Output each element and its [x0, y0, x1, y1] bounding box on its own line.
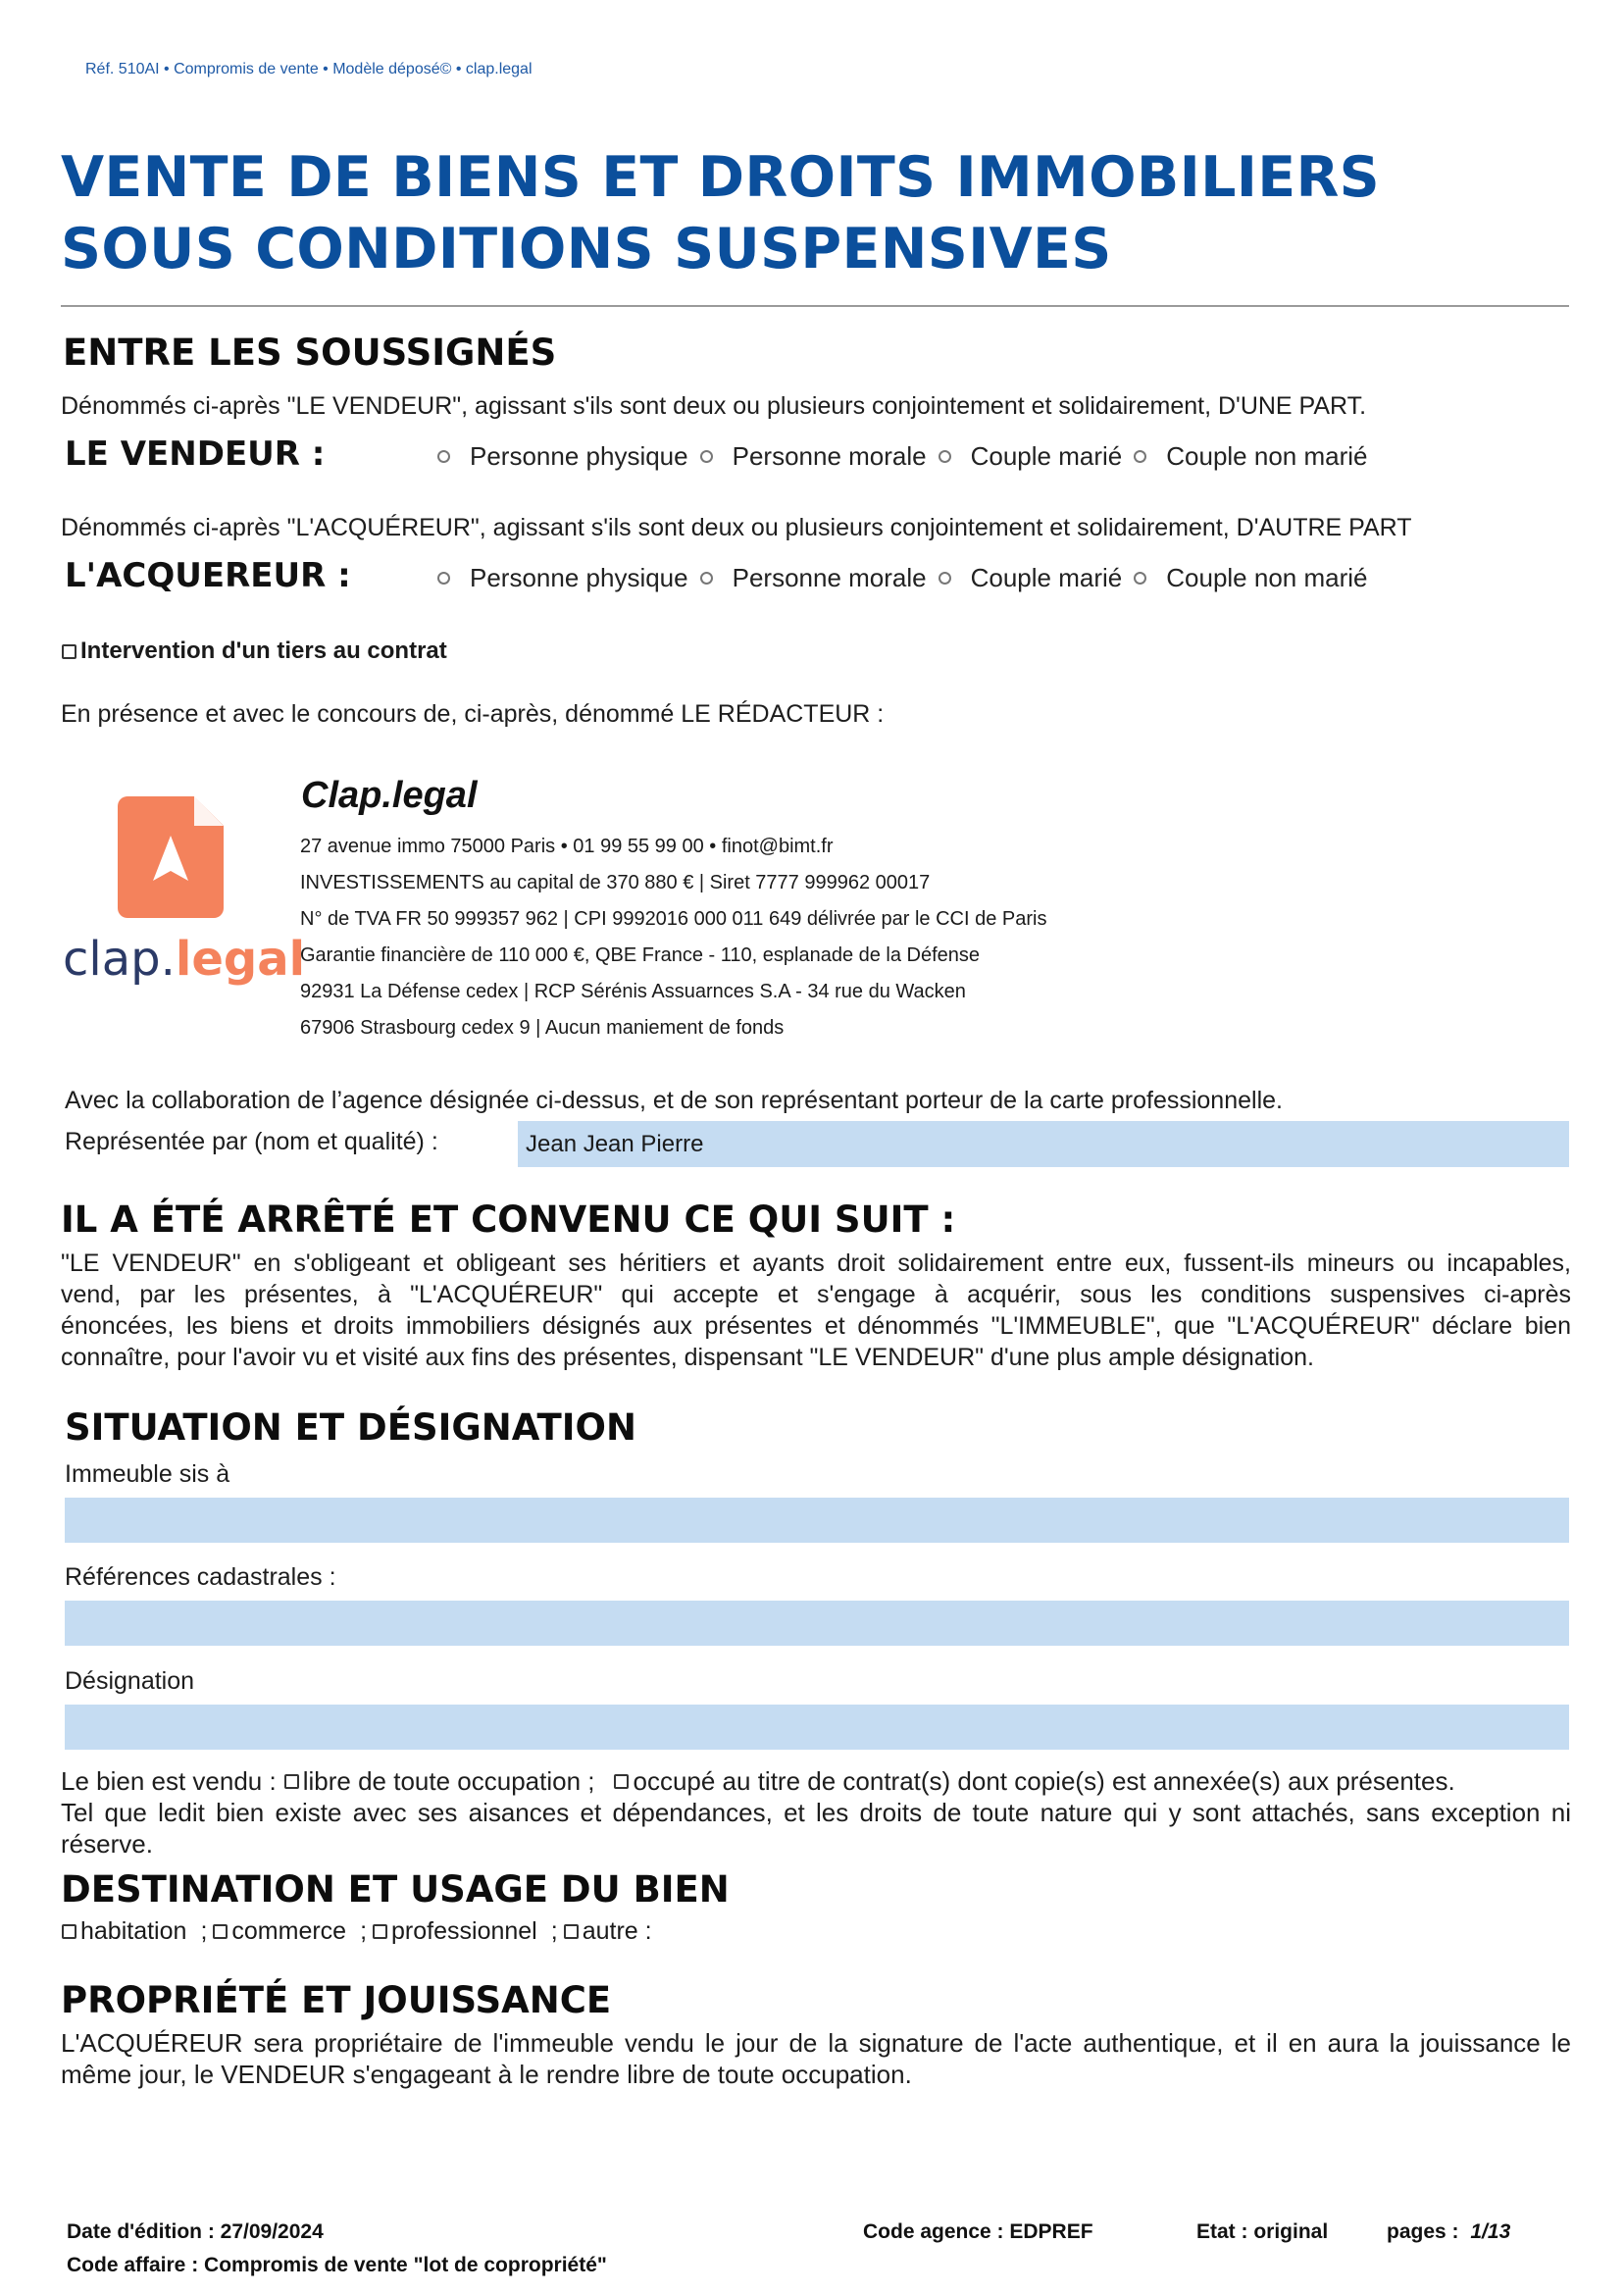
logo-fold-icon	[194, 796, 224, 826]
separator: ;	[550, 1917, 558, 1945]
option-label: Personne morale	[732, 563, 927, 592]
convenu-line: "LE VENDEUR" en s'obligeant et obligeant ses héritiers et ayants droit solidairement entre eux, fussent-ils mineurs ou incapables,	[61, 1249, 1571, 1277]
option-label: Personne physique	[470, 441, 688, 471]
radio-icon[interactable]	[1134, 572, 1146, 585]
title-line-2: SOUS CONDITIONS SUSPENSIVES	[61, 217, 1112, 281]
agency-name: Clap.legal	[301, 775, 478, 816]
checkbox-icon[interactable]	[614, 1774, 629, 1789]
immeuble-field[interactable]	[65, 1498, 1569, 1543]
checkbox-icon[interactable]	[564, 1924, 579, 1939]
vendeur-label: LE VENDEUR :	[65, 434, 326, 474]
represented-label: Représentée par (nom et qualité) :	[65, 1128, 438, 1155]
heading-soussignes: ENTRE LES SOUSSIGNÉS	[63, 331, 557, 374]
represented-value: Jean Jean Pierre	[526, 1130, 704, 1157]
agency-line: 27 avenue immo 75000 Paris • 01 99 55 99 00 • finot@bimt.fr	[300, 836, 834, 857]
checkbox-icon[interactable]	[213, 1924, 228, 1939]
vendu-prefix: Le bien est vendu :	[61, 1766, 277, 1796]
designation-field[interactable]	[65, 1705, 1569, 1750]
footer-edition-date: Date d'édition : 27/09/2024	[67, 2220, 324, 2243]
acquereur-option-personne-morale[interactable]	[700, 563, 927, 593]
separator: ;	[200, 1917, 208, 1945]
title-line-1: VENTE DE BIENS ET DROITS IMMOBILIERS	[61, 145, 1380, 210]
checkbox-icon[interactable]	[62, 1924, 76, 1939]
tel-que-line: réserve.	[61, 1829, 153, 1859]
radio-icon[interactable]	[1134, 450, 1146, 463]
radio-icon[interactable]	[437, 450, 450, 463]
destination-professionnel: professionnel	[391, 1917, 537, 1945]
vendeur-option-couple-non-marie[interactable]	[1134, 441, 1367, 472]
collaboration-text: Avec la collaboration de l’agence désignée ci-dessus, et de son représentant porteur de la carte professionnelle.	[65, 1087, 1283, 1114]
vendeur-intro: Dénommés ci-après "LE VENDEUR", agissant s'ils sont deux ou plusieurs conjointement et solidairement, D'UNE PART.	[61, 392, 1367, 420]
title-divider	[61, 305, 1569, 307]
vendeur-option-personne-morale[interactable]	[700, 441, 927, 472]
convenu-line: vend, par les présentes, à "L'ACQUÉREUR" qui accepte et s'engage à acquérir, sous les conditions suspensives ci-après	[61, 1281, 1571, 1308]
radio-icon[interactable]	[700, 572, 713, 585]
checkbox-icon[interactable]	[62, 644, 76, 659]
option-label: Couple non marié	[1166, 563, 1368, 592]
option-label: Couple marié	[970, 441, 1123, 471]
convenu-line: énoncées, les biens et droits immobiliers désignés aux présentes et dénommés "L'IMMEUBLE", que "L'ACQUÉREUR" déclare bien	[61, 1312, 1571, 1340]
footer-code-affaire: Code affaire : Compromis de vente "lot de copropriété"	[67, 2254, 607, 2276]
tiers-checkbox-row[interactable]	[62, 637, 447, 665]
acquereur-label: L'ACQUEREUR :	[65, 556, 351, 595]
vendu-row	[61, 1765, 1455, 1797]
acquereur-option-personne-physique[interactable]	[437, 563, 688, 593]
checkbox-icon[interactable]	[284, 1774, 299, 1789]
radio-icon[interactable]	[939, 450, 951, 463]
checkbox-icon[interactable]	[373, 1924, 387, 1939]
acquereur-option-couple-non-marie[interactable]	[1134, 563, 1367, 593]
footer-code-agence: Code agence : EDPREF	[863, 2220, 1093, 2243]
presence-text: En présence et avec le concours de, ci-après, dénommé LE RÉDACTEUR :	[61, 700, 885, 728]
acquereur-type-options	[437, 563, 1379, 593]
vendeur-option-personne-physique[interactable]	[437, 441, 688, 472]
acquereur-intro: Dénommés ci-après "L'ACQUÉREUR", agissant s'ils sont deux ou plusieurs conjointement et solidairement, D'AUTRE PART	[61, 514, 1412, 541]
represented-field[interactable]	[518, 1121, 1569, 1167]
destination-commerce: commerce	[231, 1917, 347, 1945]
logo-text-left: clap.	[63, 932, 176, 987]
heading-destination: DESTINATION ET USAGE DU BIEN	[61, 1868, 730, 1911]
vendu-option-libre: libre de toute occupation ;	[302, 1766, 595, 1796]
propriete-paragraph	[61, 2027, 1571, 2090]
option-label: Couple non marié	[1166, 441, 1368, 471]
tel-que-line: Tel que ledit bien existe avec ses aisances et dépendances, et les droits de toute nature qui y sont attachés, sans exception ni	[61, 1798, 1571, 1827]
agency-details	[300, 836, 1046, 1053]
cadastre-label: Références cadastrales :	[65, 1563, 336, 1591]
radio-icon[interactable]	[437, 572, 450, 585]
footer-etat: Etat : original	[1196, 2220, 1329, 2243]
option-label: Couple marié	[970, 563, 1123, 592]
propriete-line: même jour, le VENDEUR s'engageant à le rendre libre de toute occupation.	[61, 2060, 912, 2089]
vendeur-type-options	[437, 441, 1379, 472]
propriete-line: L'ACQUÉREUR sera propriétaire de l'immeuble vendu le jour de la signature de l'acte authentique, et il en aura la jouissance le	[61, 2028, 1571, 2058]
radio-icon[interactable]	[700, 450, 713, 463]
convenu-line: connaître, pour l'avoir vu et visité aux fins des présentes, dispensant "LE VENDEUR" d'une plus ample désignation.	[61, 1344, 1314, 1371]
document-title	[61, 142, 1380, 285]
agency-line: INVESTISSEMENTS au capital de 370 880 € | Siret 7777 999962 00017	[300, 872, 931, 893]
tel-que-paragraph	[61, 1797, 1571, 1860]
logo-arrow-icon	[149, 834, 192, 885]
logo-text-right: legal	[175, 932, 306, 987]
logo-wordmark	[63, 932, 305, 987]
convenu-paragraph	[61, 1248, 1571, 1373]
designation-label: Désignation	[65, 1667, 195, 1695]
separator: ;	[360, 1917, 368, 1945]
vendeur-option-couple-marie[interactable]	[939, 441, 1123, 472]
pages-value: 1/13	[1470, 2220, 1511, 2243]
destination-options	[62, 1917, 652, 1946]
cadastre-field[interactable]	[65, 1601, 1569, 1646]
radio-icon[interactable]	[939, 572, 951, 585]
option-label: Personne physique	[470, 563, 688, 592]
vendu-option-occupe: occupé au titre de contrat(s) dont copie(s) est annexée(s) aux présentes.	[633, 1766, 1455, 1796]
footer-pages	[1387, 2220, 1510, 2244]
destination-habitation: habitation	[80, 1917, 187, 1945]
destination-autre: autre :	[582, 1917, 652, 1945]
agency-line: N° de TVA FR 50 999357 962 | CPI 9992016 000 011 649 délivrée par le CCI de Paris	[300, 908, 1047, 930]
agency-line: 67906 Strasbourg cedex 9 | Aucun maniement de fonds	[300, 1017, 785, 1039]
heading-propriete: PROPRIÉTÉ ET JOUISSANCE	[61, 1979, 612, 2021]
option-label: Personne morale	[732, 441, 927, 471]
heading-situation: SITUATION ET DÉSIGNATION	[65, 1406, 636, 1449]
tiers-label: Intervention d'un tiers au contrat	[80, 637, 447, 664]
acquereur-option-couple-marie[interactable]	[939, 563, 1123, 593]
agency-line: Garantie financière de 110 000 €, QBE France - 110, esplanade de la Défense	[300, 944, 981, 966]
heading-convenu: IL A ÉTÉ ARRÊTÉ ET CONVENU CE QUI SUIT :	[61, 1198, 956, 1241]
agency-line: 92931 La Défense cedex | RCP Sérénis Assuarnces S.A - 34 rue du Wacken	[300, 981, 966, 1002]
pages-label: pages :	[1387, 2220, 1459, 2243]
document-reference: Réf. 510AI • Compromis de vente • Modèle déposé© • clap.legal	[85, 61, 533, 77]
immeuble-label: Immeuble sis à	[65, 1460, 230, 1488]
